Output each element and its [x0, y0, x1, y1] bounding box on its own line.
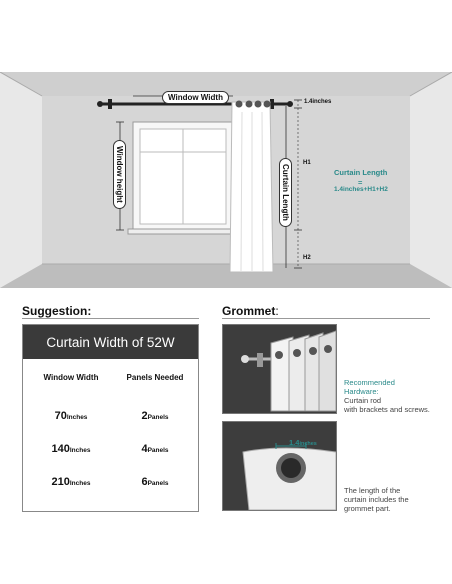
col-panels-needed: Panels Needed	[126, 373, 184, 382]
grommet-ring-illustration	[223, 422, 336, 510]
ring-size-label: 1.4inches	[289, 438, 317, 447]
window-height-label: Window height	[113, 140, 126, 209]
formula-equals: =	[358, 178, 363, 187]
curtain-length-label: Curtain Length	[279, 158, 292, 227]
suggestion-rule	[22, 318, 199, 319]
grommet-heading: Grommet:	[222, 304, 279, 318]
row-1-panels: 2Panels	[141, 410, 169, 422]
row-3-width: 210Inches	[51, 476, 91, 488]
row-1-width: 70Inches	[54, 410, 88, 422]
suggestion-box-title: Curtain Width of 52W	[23, 325, 198, 359]
row-3-panels: 6Panels	[141, 476, 169, 488]
hardware-note-line1: Recommended	[344, 378, 395, 387]
suggestion-table	[22, 324, 199, 512]
formula-body: 1.4inches+H1+H2	[334, 186, 388, 193]
window-width-label: Window Width	[162, 91, 229, 104]
room-diagram	[0, 72, 452, 288]
grommet-photo	[222, 421, 337, 511]
length-note-line2: curtain includes the	[344, 495, 409, 504]
length-note-line1: The length of the	[344, 486, 401, 495]
length-note-line3: grommet part.	[344, 504, 391, 513]
room-illustration	[0, 72, 452, 288]
suggestion-heading: Suggestion:	[22, 304, 92, 318]
length-note	[344, 486, 409, 513]
hardware-note-line2: Hardware:	[344, 387, 379, 396]
row-2-width: 140Inches	[51, 443, 91, 455]
hardware-note	[344, 378, 430, 414]
row-2-panels: 4Panels	[141, 443, 169, 455]
h1-label: H1	[303, 160, 311, 166]
rod-illustration	[223, 325, 336, 413]
formula-title: Curtain Length	[334, 168, 388, 177]
col-window-width: Window Width	[43, 373, 99, 382]
rod-photo	[222, 324, 337, 414]
grommet-rule	[222, 318, 430, 319]
h2-label: H2	[303, 255, 311, 261]
hardware-note-line4: with brackets and screws.	[344, 405, 430, 414]
hardware-note-line3: Curtain rod	[344, 396, 382, 405]
rod-offset-label: 1.4inches	[304, 99, 332, 105]
